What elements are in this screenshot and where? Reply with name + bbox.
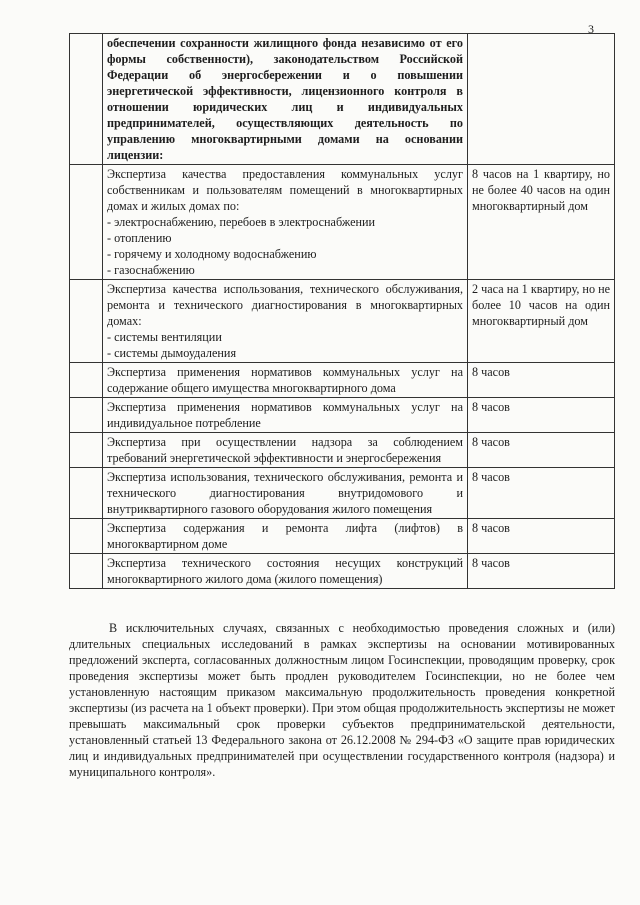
expertise-name: Экспертиза качества предоставления коммунальных услуг собственникам и пользователям помещений в многоквартирных домах и жилых домах по: (107, 167, 463, 213)
expertise-name-cell (103, 363, 468, 398)
expertise-name: Экспертиза применения нормативов коммунальных услуг на содержание общего имущества многоквартирного дома (107, 365, 463, 395)
table-row (70, 433, 615, 468)
expertise-list-item: - газоснабжению (107, 263, 195, 277)
table-index-cell (70, 363, 103, 398)
duration-cell: 8 часов (468, 398, 615, 433)
expertise-name: Экспертиза использования, технического обслуживания, ремонта и технического диагностирования внутридомового и внутриквартирного газового оборудования жилого помещения (107, 470, 463, 516)
expertise-name-cell (103, 433, 468, 468)
expertise-name-cell (103, 554, 468, 589)
table-row (70, 468, 615, 519)
duration-cell: 8 часов (468, 363, 615, 398)
table-row (70, 554, 615, 589)
page-number: 3 (588, 22, 594, 36)
table-row (70, 519, 615, 554)
expertise-name: Экспертиза качества использования, технического обслуживания, ремонта и технического диагностирования в многоквартирных домах: (107, 282, 463, 328)
expertise-name-cell (103, 280, 468, 363)
table-row (70, 280, 615, 363)
expertise-list-item: - горячему и холодному водоснабжению (107, 247, 317, 261)
duration-cell: 8 часов (468, 468, 615, 519)
duration-cell: 8 часов (468, 554, 615, 589)
table-index-cell (70, 165, 103, 280)
expertise-name: Экспертиза при осуществлении надзора за соблюдением требований энергетической эффективности и энергосбережения (107, 435, 463, 465)
expertise-name-cell (103, 468, 468, 519)
table-body (70, 165, 615, 589)
table-index-cell (70, 280, 103, 363)
expertise-list-item: - электроснабжению, перебоев в электроснабжении (107, 215, 376, 229)
table-index-cell (70, 398, 103, 433)
expertise-name-cell (103, 519, 468, 554)
table-index-cell (70, 468, 103, 519)
expertise-list-item: - системы дымоудаления (107, 346, 237, 360)
header-duration-cell (468, 34, 615, 165)
duration-cell: 8 часов (468, 433, 615, 468)
duration-cell: 8 часов (468, 519, 615, 554)
closing-paragraph: В исключительных случаях, связанных с необходимостью проведения сложных и (или) длительных специальных исследований в рамках экспертизы на основании мотивированных предложений эксперта, согласованных должностным лицом Госинспекции, проводящим проверку, срок проведения экспертизы может быть продлен руководителем Госинспекции, но не более чем установленную настоящим приказом максимальную продолжительность проведения конкретной экспертизы (из расчета на 1 объект проверки). При этом общая продолжительность экспертизы не может превышать максимальный срок проверки субъектов предпринимательской деятельности, установленный статьей 13 Федерального закона от 26.12.2008 № 294-ФЗ «О защите прав юридических лиц и индивидуальных предпринимателей при осуществлении государственного контроля (надзора) и муниципального контроля». (69, 621, 615, 779)
table-index-cell (70, 554, 103, 589)
duration-cell: 8 часов на 1 квартиру, но не более 40 часов на один многоквартирный дом (468, 165, 615, 280)
expertise-name: Экспертиза технического состояния несущих конструкций многоквартирного жилого дома (жилого помещения) (107, 556, 463, 586)
expertise-table (69, 33, 615, 589)
table-index-cell (70, 519, 103, 554)
expertise-name: Экспертиза содержания и ремонта лифта (лифтов) в многоквартирном доме (107, 521, 463, 551)
expertise-name-cell (103, 398, 468, 433)
table-row (70, 363, 615, 398)
expertise-name: Экспертиза применения нормативов коммунальных услуг на индивидуальное потребление (107, 400, 463, 430)
expertise-name-cell (103, 165, 468, 280)
duration-cell: 2 часа на 1 квартиру, но не более 10 часов на один многоквартирный дом (468, 280, 615, 363)
table-index-cell (70, 433, 103, 468)
expertise-list-item: - отоплению (107, 231, 172, 245)
table-row (70, 398, 615, 433)
header-text-cell: обеспечении сохранности жилищного фонда независимо от его формы собственности), законодательством Российской Федерации об энергосбережении и о повышении энергетической эффективности, лицензионного контроля в отношении юридических лиц и индивидуальных предпринимателей, осуществляющих деятельность по управлению многоквартирными домами на основании лицензии: (103, 34, 468, 165)
expertise-list-item: - системы вентиляции (107, 330, 222, 344)
table-header-row (70, 34, 615, 165)
table-index-cell (70, 34, 103, 165)
table-row (70, 165, 615, 280)
